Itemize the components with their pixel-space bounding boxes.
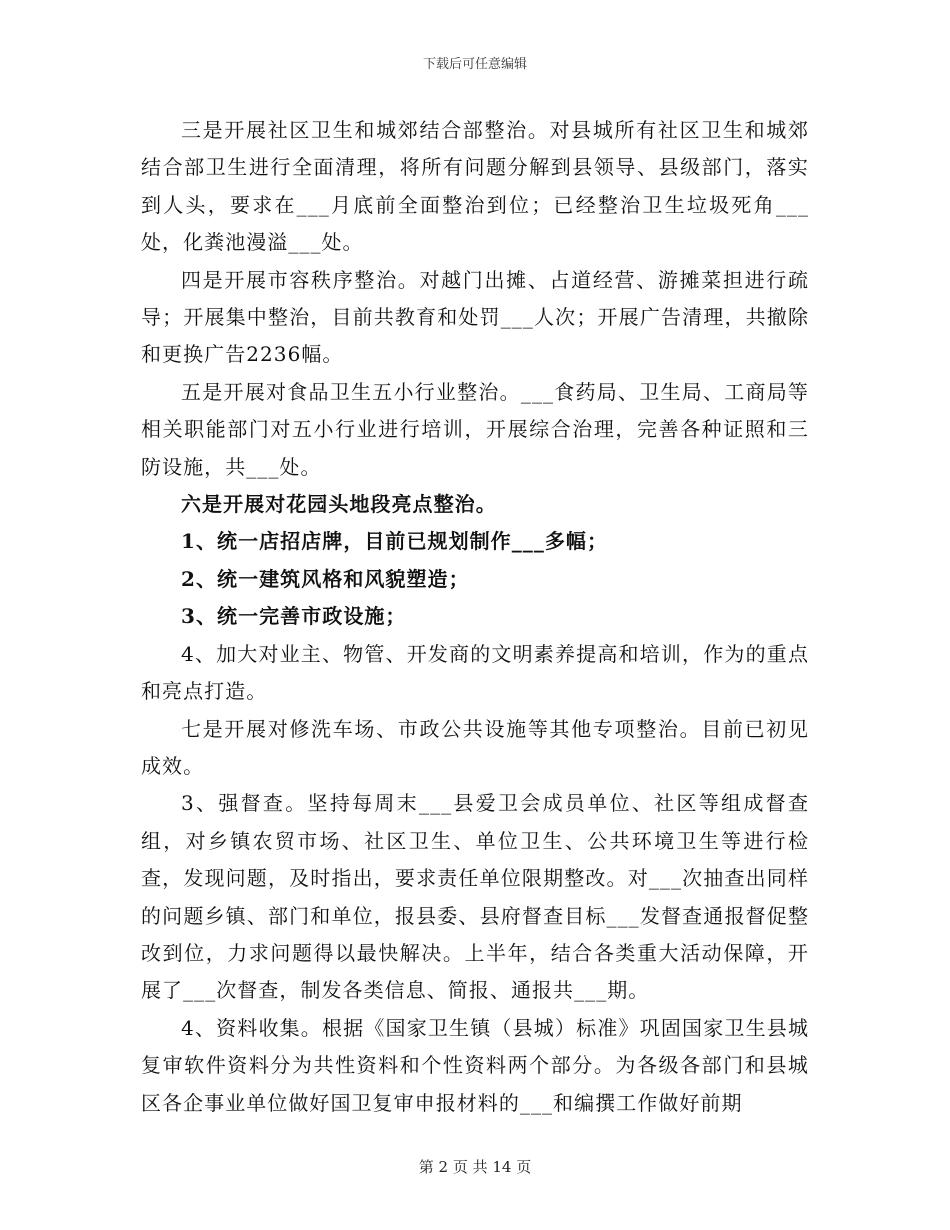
page-header: 下载后可任意编辑 xyxy=(422,57,527,72)
paragraph-city-order: 四是开展市容秩序整治。对越门出摊、占道经营、游摊菜担进行疏导；开展集中整治，目前共教育和处罚___人次；开展广告清理，共撤除和更换广告2236幅。 xyxy=(141,267,809,367)
paragraph-supervision: 3、强督查。坚持每周末___县爱卫会成员单位、社区等组成督查组，对乡镇农贸市场、社区卫生、单位卫生、公共环境卫生等进行检查，发现问题，及时指出，要求责任单位限期整改。对___次抽查出同样的问题乡镇、部门和单位，报县委、县府督查目标___发督查通报督促整改到位，力求问题得以最快解决。上半年，结合各类重大活动保障，开展了___次督查，制发各类信息、简报、通报共___期。 xyxy=(141,791,809,1003)
paragraph-data-collection: 4、资料收集。根据《国家卫生镇（县城）标准》巩固国家卫生县城复审软件资料分为共性资料和个性资料两个部分。为各级各部门和县城区各企事业单位做好国卫复审申报材料的___和编撰工作做好前期 xyxy=(141,1015,809,1115)
paragraph-food-hygiene: 五是开展对食品卫生五小行业整治。___食药局、卫生局、工商局等相关职能部门对五小行业进行培训，开展综合治理，完善各种证照和三防设施，共___处。 xyxy=(141,379,809,479)
paragraph-garden-highlight-heading: 六是开展对花园头地段亮点整治。 xyxy=(181,492,497,517)
list-item-shop-signs: 1、统一店招店牌，目前已规划制作___多幅； xyxy=(181,529,609,554)
paragraph-car-wash: 七是开展对修洗车场、市政公共设施等其他专项整治。目前已初见成效。 xyxy=(141,716,809,778)
document-body xyxy=(141,112,809,1122)
list-item-training: 4、加大对业主、物管、开发商的文明素养提高和培训，作为的重点和亮点打造。 xyxy=(141,641,809,704)
list-item-municipal-facilities: 3、统一完善市政设施； xyxy=(181,604,407,629)
page-number: 第 2 页 共 14 页 xyxy=(418,1158,532,1176)
list-item-architecture-style: 2、统一建筑风格和风貌塑造； xyxy=(181,566,470,591)
paragraph-community-sanitation: 三是开展社区卫生和城郊结合部整治。对县城所有社区卫生和城郊结合部卫生进行全面清理，将所有问题分解到县领导、县级部门，落实到人头，要求在___月底前全面整治到位；已经整治卫生垃圾死角___处，化粪池漫溢___处。 xyxy=(141,118,809,255)
